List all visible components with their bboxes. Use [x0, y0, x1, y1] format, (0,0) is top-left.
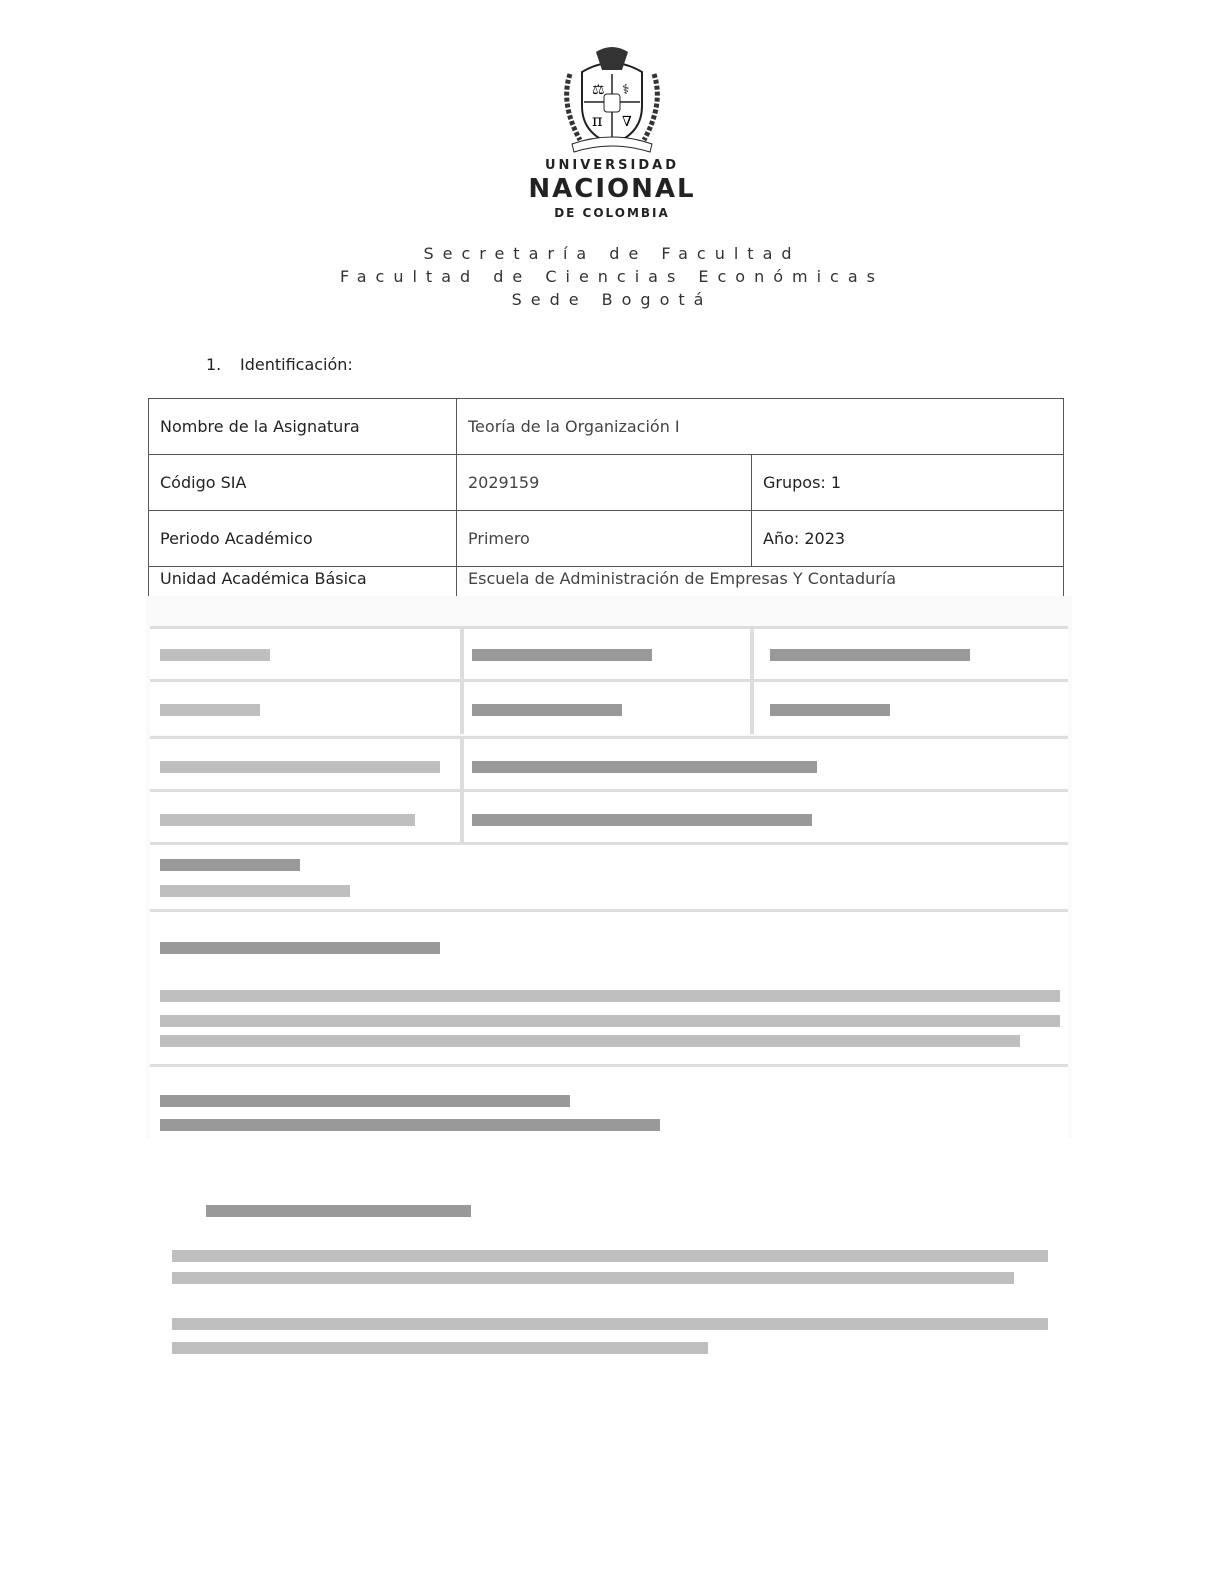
header-facultad: Facultad de Ciencias Económicas: [340, 267, 884, 286]
header-secretaria: Secretaría de Facultad: [423, 244, 801, 263]
redacted-row: [150, 909, 1068, 1064]
redacted-row: [150, 1064, 1068, 1141]
label-cell: Código SIA: [149, 455, 457, 511]
section-title: Identificación:: [240, 355, 353, 374]
value-cell: Teoría de la Organización I: [457, 399, 1064, 455]
table-row: [149, 399, 1064, 455]
redacted-row: [150, 736, 1068, 789]
logo-line-2: NACIONAL: [528, 174, 696, 204]
svg-text:⚕: ⚕: [622, 82, 630, 98]
university-crest-logo: [552, 44, 672, 160]
label-cell: Nombre de la Asignatura: [149, 399, 457, 455]
table-row: [149, 455, 1064, 511]
redacted-row: [150, 789, 1068, 842]
table-row: [149, 511, 1064, 567]
groups-cell: Grupos: 1: [752, 455, 1064, 511]
year-label: Año:: [763, 529, 800, 548]
section-heading-identificacion: [206, 355, 353, 374]
svg-text:π: π: [592, 111, 603, 130]
logo-line-3: DE COLOMBIA: [554, 206, 670, 220]
redacted-row: [150, 626, 1068, 679]
label-cell: Periodo Académico: [149, 511, 457, 567]
redacted-table-region: [146, 596, 1072, 1138]
year-cell: [752, 511, 1064, 567]
value-cell: 2029159: [457, 455, 752, 511]
redacted-row: [150, 842, 1068, 909]
section-number: 1.: [206, 355, 222, 374]
svg-text:⚖: ⚖: [592, 82, 605, 98]
svg-text:∇: ∇: [622, 114, 632, 130]
year-value: 2023: [799, 529, 846, 548]
logo-line-1: UNIVERSIDAD: [544, 158, 680, 173]
label-cell: Unidad Académica Básica: [149, 567, 457, 626]
identification-table: [148, 398, 1064, 626]
redacted-row: [150, 679, 1068, 734]
value-cell: Escuela de Administración de Empresas Y Contaduría: [457, 567, 1064, 626]
header-sede: Sede Bogotá: [511, 290, 713, 309]
value-cell: Primero: [457, 511, 752, 567]
